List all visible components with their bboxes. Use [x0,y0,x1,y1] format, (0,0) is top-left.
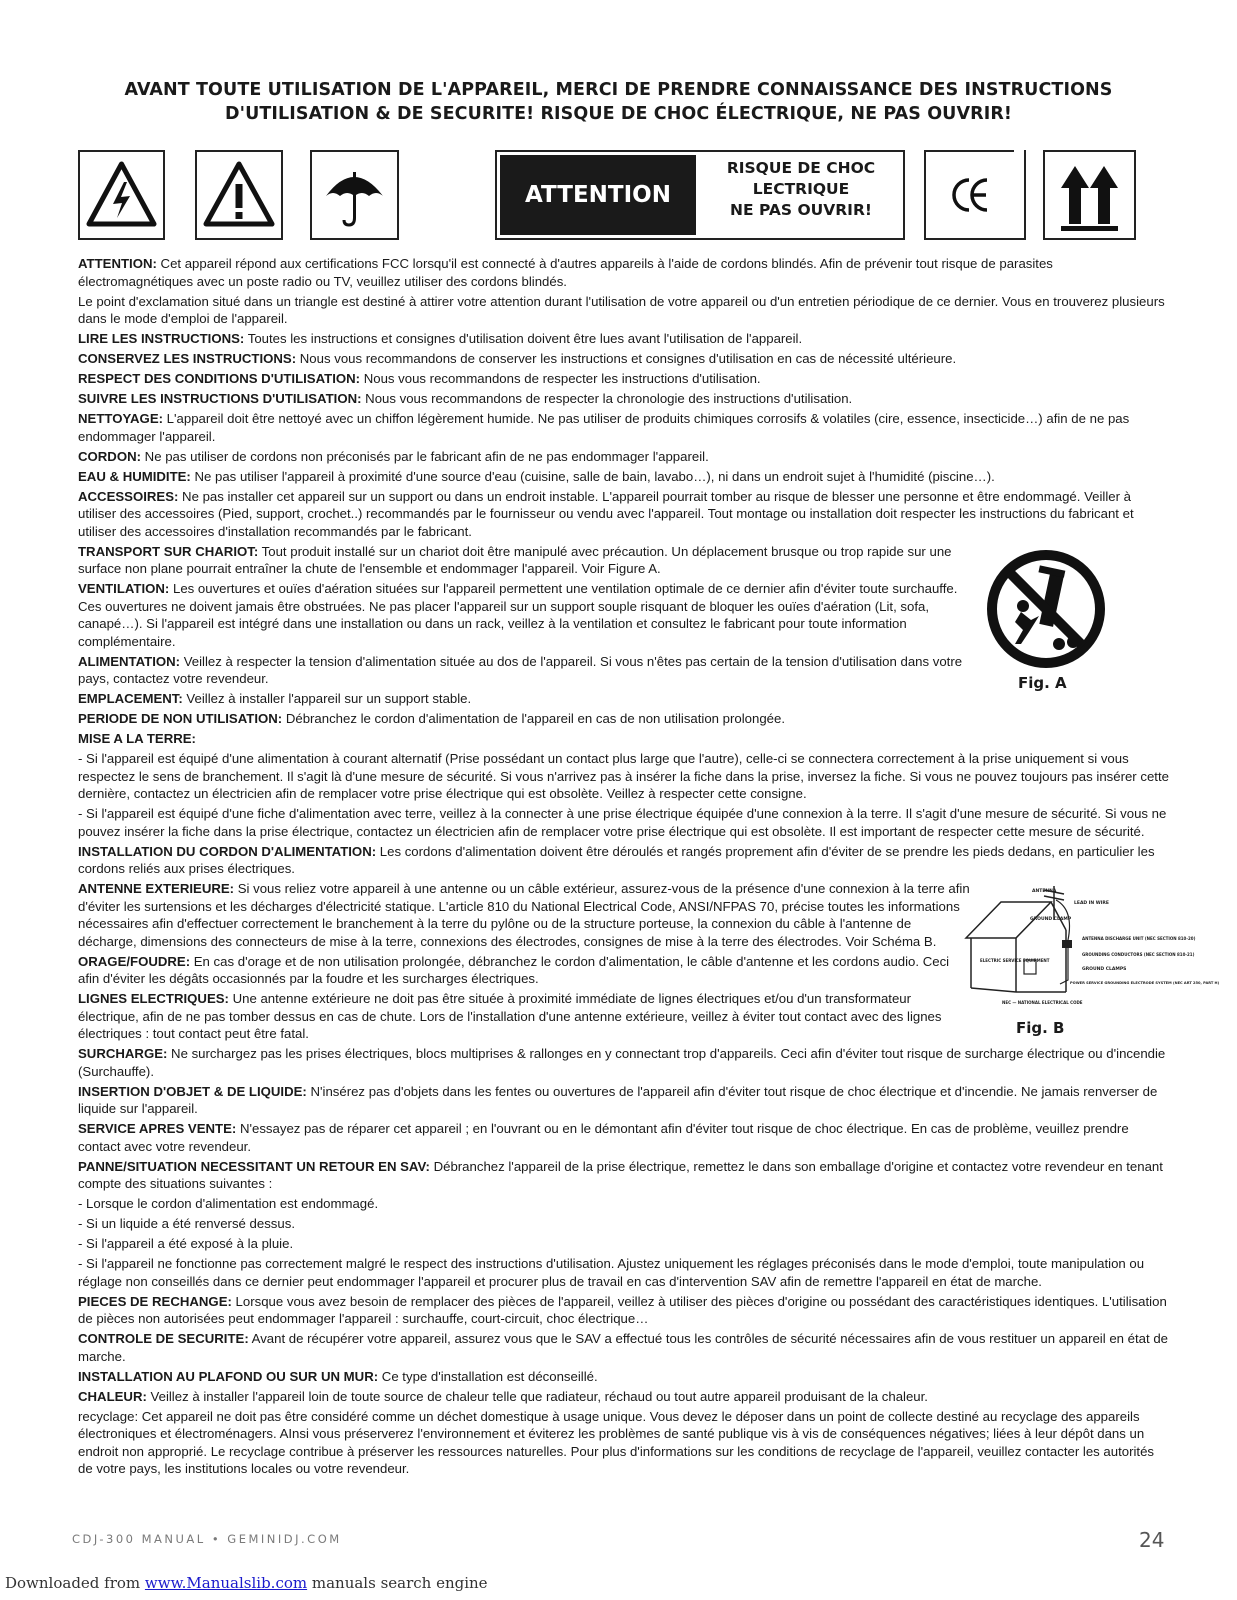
fig-b-label-nec: NEC — NATIONAL ELECTRICAL CODE [1002,1000,1083,1005]
fig-b-label-ground-clamp: GROUND CLAMP [1030,917,1072,922]
instruction-paragraph [78,448,1170,466]
instruction-text: - Lorsque le cordon d'alimentation est endommagé. [78,1196,379,1211]
heading-line-2: D'UTILISATION & DE SECURITE! RISQUE DE CHOC ÉLECTRIQUE, NE PAS OUVRIR! [225,104,1012,124]
instruction-text: - Si l'appareil est équipé d'une fiche d'alimentation avec terre, veillez à la connecter à une prise électrique équipée d'une connexion à la terre. Il s'agit d'une mesure de sécurité. Si vous ne pouvez insérer la fiche dans la prise électrique, contactez un électricien afin de remplacer votre prise électrique qui est obsolète. Il est important de respecter cette mesure de sécurité. [78,806,1167,839]
instruction-label: MISE A LA TERRE: [78,731,196,746]
section-fig-a [78,543,972,748]
warning-line-1: RISQUE DE CHOC [726,159,876,177]
warning-icons-row [78,150,1158,245]
instruction-label: VENTILATION: [78,581,170,596]
instruction-paragraph [78,1408,1170,1478]
instruction-text: Une antenne extérieure ne doit pas être située à proximité immédiate de lignes électriques et/ou d'un transformateur électrique, afin de ne pas tomber dessus en cas de chute. Lors de l'installation d'une antenne extérieure, veillez à éviter tout contact avec des lignes électriques : tout contact peut être fatal. [78,991,942,1041]
download-footer [5,1574,488,1592]
manualslib-link[interactable]: www.Manualslib.com [144,1574,308,1592]
instruction-paragraph [78,880,972,950]
instruction-paragraph [78,1195,1170,1213]
instruction-label: SERVICE APRES VENTE: [78,1121,237,1136]
instruction-text: - Si un liquide a été renversé dessus. [78,1216,295,1231]
instruction-paragraph [78,805,1170,840]
instruction-text: Nous vous recommandons de respecter la chronologie des instructions d'utilisation. [361,391,853,406]
instruction-text: N'essayez pas de réparer cet appareil ; en l'ouvrant ou en le démontant afin d'éviter tout risque de choc électrique. En cas de problème, veuillez prendre contact avec votre revendeur. [78,1121,1129,1154]
instruction-paragraph [78,1293,1170,1328]
footer-manual-title: CDJ-300 MANUAL • GEMINIDJ.COM [72,1532,342,1546]
fig-a-cart-warning [985,548,1107,675]
instruction-paragraph [78,1330,1170,1365]
instruction-label: SUIVRE LES INSTRUCTIONS D'UTILISATION: [78,391,362,406]
instruction-text: Cet appareil répond aux certifications FCC lorsqu'il est connecté à d'autres appareils à l'aide de cordons blindés. Afin de prévenir tout risque de parasites électromagnétiques avec un poste radio ou TV, veuillez utiliser des cordons blindés. [78,256,1053,289]
instruction-label: CHALEUR: [78,1388,147,1404]
instruction-text: Ne pas installer cet appareil sur un support ou dans un endroit instable. L'appareil pourrait tomber au risque de blesser une personne et être endommagé. Veiller à utiliser des accessoires (Pied, support, crochet..) recommandés par le fournisseur ou vendu avec l'appareil. Tout montage ou installation doit respecter les instructions du fabricant et utiliser des accessoires d'installation recommandés par le fabricant. [78,488,1134,539]
instruction-paragraph [78,255,1170,290]
instruction-text: - Si l'appareil ne fonctionne pas correctement malgré le respect des instructions d'utilisation. Ajustez uniquement les réglages préconisés dans le mode d'emploi, toute manipulation ou réglage non conseillés dans ce dernier peut endommager l'appareil et procurer plus de travail en cas d'intervention SAV afin de remettre l'appareil en état de marche. [78,1256,1145,1289]
heading-line-1: AVANT TOUTE UTILISATION DE L'APPAREIL, MERCI DE PRENDRE CONNAISSANCE DES INSTRUCTIONS [124,80,1113,100]
instruction-paragraph [78,690,972,708]
instruction-paragraph [78,1368,1170,1386]
instruction-paragraph [78,410,1170,445]
instruction-paragraph [78,710,972,728]
section-fig-b [78,880,972,1043]
instruction-text: Si vous reliez votre appareil à une antenne ou un câble extérieur, assurez-vous de la présence d'une connexion à la terre afin d'éviter les surtensions et les décharges d'électricité statique. L'article 810 du National Electrical Code, ANSI/NFPAS 70, précise toutes les informations nécessaires afin d'effectuer correctement le branchement à la terre du pylône ou de la structure porteuse, la connexion du câble à l'antenne de décharge, dimensions des connecteurs de mise à la terre, connexions des électrodes, consignes de mise à la terre des électrodes. Voir Schéma B. [78,881,970,949]
instruction-text: Les ouvertures et ouïes d'aération situées sur l'appareil permettent une ventilation optimale de ce dernier afin d'éviter toute surchauffe. Ces ouvertures ne doivent jamais être obstruées. Ne pas placer l'appareil sur un support souple risquant de bloquer les ouïes d'aération (Lit, sofa, canapé…). Si l'appareil est intégré dans une installation ou dans un rack, veillez à la ventilation et consultez le fabricant pour toute information complémentaire. [78,581,958,649]
instruction-label: ALIMENTATION: [78,653,181,669]
instruction-text: En cas d'orage et de non utilisation prolongée, débranchez le cordon d'alimentation, le câble d'antenne et les cordons audio. Ceci afin d'éviter les dégâts occasionnés par la foudre et les surcharges électriques. [78,953,950,986]
warning-line-2: LECTRIQUE [752,180,850,198]
umbrella-icon [310,150,399,240]
instruction-label: RESPECT DES CONDITIONS D'UTILISATION: [78,371,361,386]
section-grounding [78,750,1170,878]
instruction-paragraph [78,1083,1170,1118]
instruction-text: Veillez à installer l'appareil sur un support stable. [182,691,472,706]
download-prefix: Downloaded from [5,1574,145,1592]
download-suffix: manuals search engine [307,1574,488,1592]
instruction-paragraph [78,488,1170,541]
safety-instructions-body [78,255,1170,1480]
instruction-text: recyclage: Cet appareil ne doit pas être considéré comme un déchet domestique à usage unique. Vous devez le déposer dans un point de collecte destiné au recyclage des appareils électroniques et électroménagers. AInsi vous préserverez l'environnement et éviterez les problèmes de santé publique vis à vis de conséquences négatives; liées à leur dépôt dans un endroit non approprié. Le recyclage contribue à préserver les ressources naturelles. Pour plus d'informations sur les conditions de recyclage de l'appareil, veuillez contacter les autorités de votre pays, les institutions locales ou votre revendeur. [78,1408,1154,1476]
instruction-paragraph [78,390,1170,408]
instruction-text: Tout produit installé sur un chariot doit être manipulé avec précaution. Un déplacement brusque ou trop rapide sur une surface non plane pourrait entraîner la chute de l'ensemble et endommager l'appareil. Voir Figure A. [78,543,952,576]
instruction-label: TRANSPORT SUR CHARIOT: [78,543,259,559]
instruction-text: Ne pas utiliser de cordons non préconisés par le fabricant afin de ne pas endommager l'appareil. [141,448,709,464]
instruction-text: Débranchez le cordon d'alimentation de l'appareil en cas de non utilisation prolongée. [282,711,785,726]
page-heading [60,78,1177,126]
instruction-label: INSTALLATION AU PLAFOND OU SUR UN MUR: [78,1368,379,1384]
instruction-paragraph [78,1158,1170,1193]
instruction-paragraph [78,953,972,988]
section-general [78,255,1170,540]
this-side-up-arrows-icon [1043,150,1136,240]
instruction-label: ANTENNE EXTERIEURE: [78,881,235,896]
instruction-paragraph [78,1120,1170,1155]
instruction-label: LIRE LES INSTRUCTIONS: [78,331,245,346]
instruction-label: ORAGE/FOUDRE: [78,953,191,969]
instruction-text: Ne pas utiliser l'appareil à proximité d'une source d'eau (cuisine, salle de bain, lavabo…), ni dans un endroit sujet à l'humidité (piscine…). [190,468,995,484]
instruction-label: CONTROLE DE SECURITE: [78,1331,249,1346]
instruction-text: Lorsque vous avez besoin de remplacer des pièces de l'appareil, veillez à utiliser des pièces d'origine ou possédant des caractéristiques identiques. L'utilisation de pièces non autorisées peut endommager l'appareil : surchauffe, court-circuit, choc électrique… [78,1293,1167,1326]
instruction-label: SURCHARGE: [78,1046,168,1061]
instruction-text: L'appareil doit être nettoyé avec un chiffon légèrement humide. Ne pas utiliser de produits chimiques corrosifs & volatiles (cire, essence, insecticide…) afin de ne pas endommager l'appareil. [78,411,1130,444]
instruction-text: Les cordons d'alimentation doivent être déroulés et rangés proprement afin d'éviter de se prendre les pieds dedans, en particulier les cordons reliés aux prises électriques. [78,843,1155,876]
exclamation-triangle-icon [195,150,283,240]
instruction-paragraph [78,990,972,1043]
instruction-paragraph [78,543,972,578]
instruction-paragraph [78,1045,1170,1080]
instruction-paragraph [78,293,1170,328]
instruction-paragraph [78,1388,1170,1406]
attention-warning-box [495,150,905,240]
instruction-label: PIECES DE RECHANGE: [78,1293,232,1309]
instruction-paragraph [78,468,1170,486]
section-end [78,1045,1170,1478]
instruction-paragraph [78,653,972,688]
instruction-text: - Si l'appareil a été exposé à la pluie. [78,1236,294,1251]
instruction-label: ACCESSOIRES: [78,488,179,504]
instruction-label: CORDON: [78,448,142,464]
fig-a-label: Fig. A [1018,674,1067,692]
instruction-paragraph [78,730,972,748]
instruction-label: ATTENTION: [78,256,157,271]
instruction-text: Nous vous recommandons de conserver les instructions et consignes d'utilisation en cas de nécessité ultérieure. [296,351,957,366]
instruction-paragraph [78,350,1170,368]
fig-b-label-power-grounding: POWER SERVICE GROUNDING ELECTRODE SYSTEM (NEC ART 250, PART H) [1070,981,1220,985]
warning-line-3: NE PAS OUVRIR! [730,201,872,219]
instruction-text: - Si l'appareil est équipé d'une alimentation à courant alternatif (Prise possédant un contact plus large que l'autre), celle-ci se connectera correctement à la prise uniquement si vous respectez le sens de branchement. Il s'agit là d'une mesure de sécurité. Si vous n'arrivez pas à insérer la fiche dans la prise, inversez la fiche. Si vous ne pouvez toujours pas insérer cette dernière, contactez un électricien afin de remplacer votre prise électrique qui est obsolète. Veillez à respecter cette consigne. [78,751,1169,801]
instruction-label: INSERTION D'OBJET & DE LIQUIDE: [78,1083,307,1099]
lightning-triangle-icon [78,150,165,240]
fig-b-label-ground-clamps: GROUND CLAMPS [1082,967,1127,972]
instruction-text: Toutes les instructions et consignes d'utilisation doivent être lues avant l'utilisation de l'appareil. [244,331,803,346]
fig-b-label: Fig. B [1016,1019,1065,1037]
fig-b-label-electric-service: ELECTRIC SERVICE EQUIPMENT [980,958,1050,963]
instruction-text: Ce type d'installation est déconseillé. [378,1368,598,1384]
instruction-text: N'insérez pas d'objets dans les fentes ou ouvertures de l'appareil afin d'éviter tout risque de choc électrique et d'incendie. Ne jamais renverser de liquide sur l'appareil. [78,1083,1158,1116]
instruction-paragraph [78,580,972,650]
instruction-text: Veillez à installer l'appareil loin de toute source de chaleur telle que radiateur, réchaud ou tout autre appareil produisant de la chaleur. [146,1388,928,1404]
blank-icon-box [934,150,1026,240]
instruction-label: INSTALLATION DU CORDON D'ALIMENTATION: [78,843,377,859]
instruction-paragraph [78,1215,1170,1233]
fig-b-label-grounding-conductors: GROUNDING CONDUCTORS (NEC SECTION 810-21) [1082,952,1195,957]
instruction-text: Ne surchargez pas les prises électriques, blocs multiprises & rallonges en y connectant trop d'appareils. Ceci afin d'éviter tout risque de surcharge électrique ou d'incendie (Surchauffe). [78,1046,1166,1079]
instruction-label: NETTOYAGE: [78,411,164,426]
instruction-text: Débranchez l'appareil de la prise électrique, remettez le dans son emballage d'origine et contactez votre revendeur en tenant compte des situations suivantes : [78,1158,1163,1191]
instruction-paragraph [78,843,1170,878]
instruction-text: Le point d'exclamation situé dans un triangle est destiné à attirer votre attention durant l'utilisation de votre appareil ou d'un entretien périodique de ce dernier. Vous en trouverez plusieurs dans le mode d'emploi de l'appareil. [78,293,1165,326]
instruction-label: LIGNES ELECTRIQUES: [78,991,229,1006]
instruction-label: CONSERVEZ LES INSTRUCTIONS: [78,351,297,366]
instruction-paragraph [78,370,1170,388]
instruction-text: Nous vous recommandons de respecter les instructions d'utilisation. [360,371,761,386]
instruction-text: Avant de récupérer votre appareil, assurez vous que le SAV a effectué tous les contrôles de sécurité nécessaires afin de vous restituer un appareil en état de marche. [78,1331,1168,1364]
shock-warning-text [699,158,903,221]
attention-label: ATTENTION [500,155,696,235]
instruction-label: PERIODE DE NON UTILISATION: [78,711,283,726]
fig-b-label-lead-in: LEAD IN WIRE [1074,901,1109,906]
instruction-label: PANNE/SITUATION NECESSITANT UN RETOUR EN SAV: [78,1158,430,1174]
page-number: 24 [1139,1528,1165,1552]
instruction-text: Veillez à respecter la tension d'alimentation située au dos de l'appareil. Si vous n'êtes pas certain de la tension d'utilisation dans votre pays, contactez votre revendeur. [78,653,963,686]
instruction-paragraph [78,1255,1170,1290]
instruction-paragraph [78,1235,1170,1253]
instruction-label: EAU & HUMIDITE: [78,468,191,484]
fig-b-label-discharge-unit: ANTENNA DISCHARGE UNIT (NEC SECTION 810-20) [1082,936,1196,941]
instruction-paragraph [78,330,1170,348]
instruction-paragraph [78,750,1170,803]
instruction-label: EMPLACEMENT: [78,691,183,706]
fig-b-label-antenna: ANTENNA [1032,889,1057,894]
fig-b-antenna-grounding-diagram [956,880,1220,1015]
